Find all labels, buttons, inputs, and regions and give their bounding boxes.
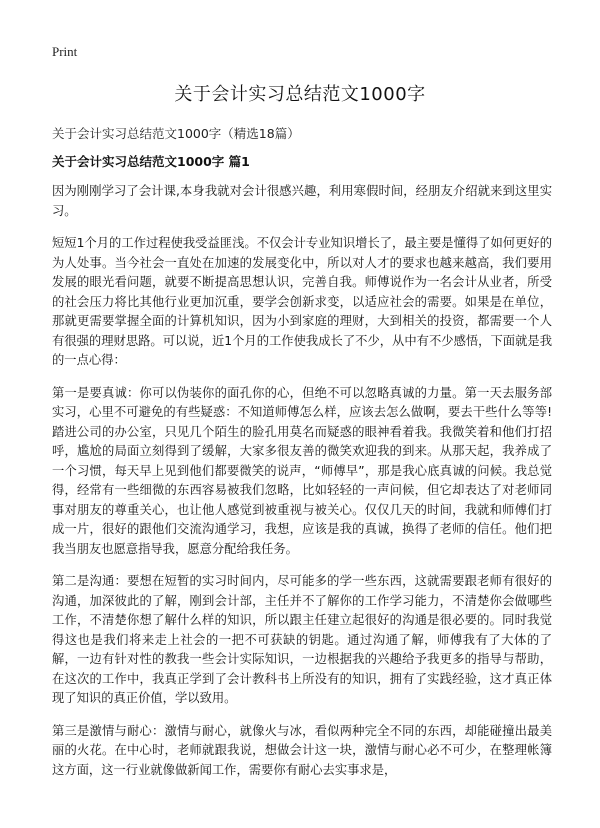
print-label: Print [52,44,78,59]
paragraph-1: 因为刚刚学习了会计课,本身我就对会计很感兴趣，利用寒假时间，经朋友介绍就来到这里实习。 [52,184,552,218]
paragraph-2: 短短1个月的工作过程使我受益匪浅。不仅会计专业知识增长了，最主要是懂得了如何更好的为人处事。当今社会一直处在加速的发展变化中，所以对人才的要求也越来越高，我们要用发展的眼光看问题，就要不断提高思想认识，完善自我。师傅说作为一名会计从业者，所受的社会压力将比其他行业更加沉重，要学会创新求变，以适应社会的需要。如果是在单位，那就更需要掌握全面的计算机知识，因为小到家庭的理财，大到相关的投资，都需要一个人有很强的理财思路。可以说，近1个月的工作使我成长了不少，从中有不少感悟，下面就是我的一点心得： [52,236,552,367]
paragraph-4: 第二是沟通：要想在短暂的实习时间内，尽可能多的学一些东西，这就需要跟老师有很好的沟通，加深彼此的了解，刚到会计部，主任并不了解你的工作学习能力，不清楚你会做哪些工作，不清楚你想了解什么样的知识，所以跟主任建立起很好的沟通是很必要的。同时我觉得这也是我们将来走上社会的一把不可获缺的钥匙。通过沟通了解，师傅我有了大体的了解，一边有针对性的教我一些会计实际知识，一边根据我的兴趣给予我更多的指导与帮助，在这次的工作中，我真正学到了会计教科书上所没有的知识，拥有了实践经验，这才真正体现了知识的真正价值，学以致用。 [52,574,552,705]
document-body [52,182,552,793]
section-heading: 关于会计实习总结范文1000字 篇1 [52,154,250,169]
document-title: 关于会计实习总结范文1000字 [174,84,426,105]
paragraph-3: 第一是要真诚：你可以伪装你的面孔你的心，但绝不可以忽略真诚的力量。第一天去服务部实习，心里不可避免的有些疑惑：不知道师傅怎么样，应该去怎么做啊，要去干些什么等等!踏进公司的办公室，只见几个陌生的脸孔用莫名而疑惑的眼神看着我。我微笑着和他们打招呼，尴尬的局面立刻得到了缓解，大家多很友善的微笑欢迎我的到来。从那天起，我养成了一个习惯，每天早上见到他们都要微笑的说声，“师傅早”，那是我心底真诚的问候。我总觉得，经常有一些细微的东西容易被我们忽略，比如轻轻的一声问候，但它却表达了对老师同事对朋友的尊重关心，也让他人感觉到被重视与被关心。仅仅几天的时间，我就和师傅们打成一片，很好的跟他们交流沟通学习，我想，应该是我的真诚，换得了老师的信任。他们把我当朋友也愿意指导我，愿意分配给我任务。 [52,385,552,556]
document-subtitle: 关于会计实习总结范文1000字（精选18篇） [52,126,300,141]
paragraph-5: 第三是激情与耐心：激情与耐心，就像火与冰，看似两种完全不同的东西，却能碰撞出最美丽的火花。在中心时，老师就跟我说，想做会计这一块，激情与耐心必不可少，在整理帐簿这方面，这一行业就像做新闻工作，需要你有耐心去实事求是， [52,723,552,777]
